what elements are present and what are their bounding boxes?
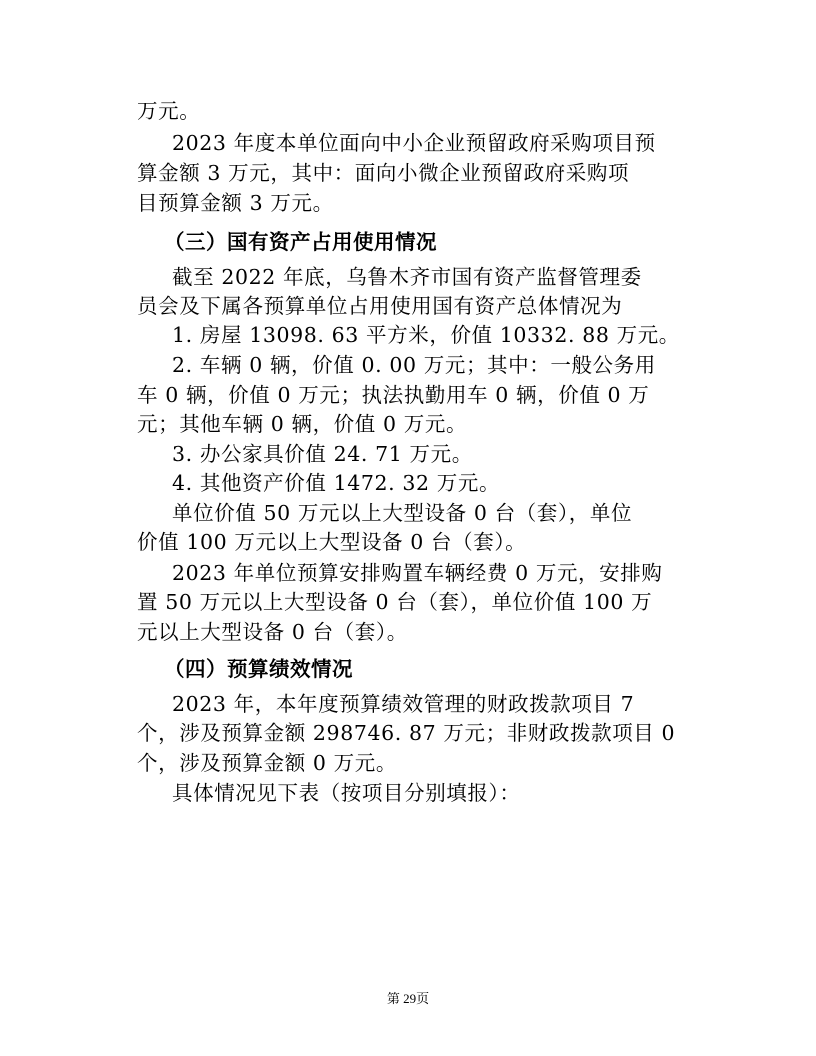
page-number: 第 29页 <box>386 991 430 1006</box>
list-item: 3. 办公家具价值 24. 71 万元。 <box>172 442 473 466</box>
text-line: 员会及下属各预算单位占用使用国有资产总体情况为 <box>137 294 623 318</box>
text-line: 个，涉及预算金额 298746. 87 万元；非财政拨款项目 0 <box>137 721 676 745</box>
list-item: 2. 车辆 0 辆，价值 0. 00 万元；其中：一般公务用 <box>172 353 656 377</box>
text-line: 截至 2022 年底，乌鲁木齐市国有资产监督管理委 <box>172 265 642 289</box>
text-line: 算金额 3 万元，其中：面向小微企业预留政府采购项 <box>137 161 630 185</box>
text-line: 目预算金额 3 万元。 <box>137 191 334 215</box>
text-line: 价值 100 万元以上大型设备 0 台（套）。 <box>137 530 527 554</box>
list-item: 1. 房屋 13098. 63 平方米，价值 10332. 88 万元。 <box>172 323 680 347</box>
text-line: 2023 年单位预算安排购置车辆经费 0 万元，安排购 <box>172 561 663 585</box>
text-line: 2023 年度本单位面向中小企业预留政府采购项目预 <box>172 131 656 155</box>
text-line: 单位价值 50 万元以上大型设备 0 台（套），单位 <box>172 501 633 525</box>
section-heading: （四）预算绩效情况 <box>164 657 353 681</box>
text-line: 元以上大型设备 0 台（套）。 <box>137 620 408 644</box>
list-item: 4. 其他资产价值 1472. 32 万元。 <box>172 471 501 495</box>
section-heading: （三）国有资产占用使用情况 <box>164 230 437 254</box>
text-line: 置 50 万元以上大型设备 0 台（套），单位价值 100 万 <box>137 590 653 614</box>
text-line: 元；其他车辆 0 辆，价值 0 万元。 <box>137 412 468 436</box>
text-line: 2023 年，本年度预算绩效管理的财政拨款项目 7 <box>172 692 635 716</box>
text-line: 具体情况见下表（按项目分别填报）： <box>172 781 521 805</box>
text-line: 车 0 辆，价值 0 万元；执法执勤用车 0 辆，价值 0 万 <box>137 383 650 407</box>
text-line: 万元。 <box>137 99 201 123</box>
text-line: 个，涉及预算金额 0 万元。 <box>137 751 397 775</box>
